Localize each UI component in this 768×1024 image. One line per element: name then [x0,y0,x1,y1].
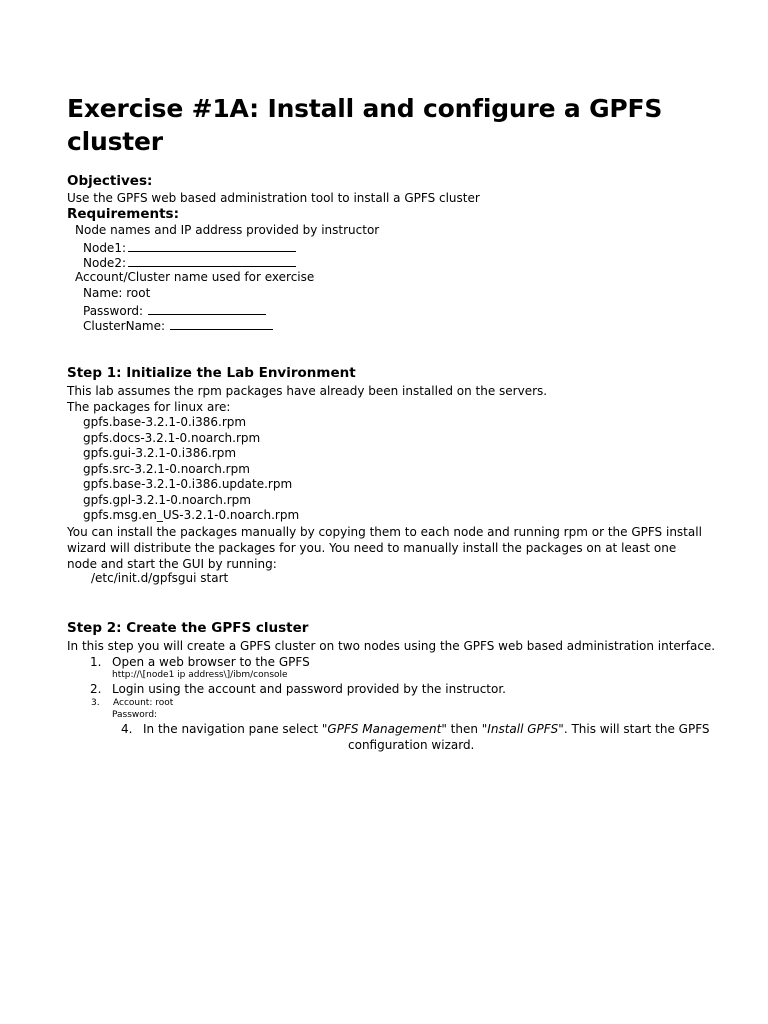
item-text: Login using the account and password provided by the instructor. [112,682,506,696]
gpfs-management-link-text: GPFS Management [327,722,442,736]
item-text: Account: root [113,698,174,708]
item-number: 3. [91,698,100,708]
objectives-heading: Objectives: [67,173,153,189]
step2-item-3 [91,698,173,709]
node2-label: Node2: [83,256,126,270]
name-field: Name: root [83,286,151,300]
clustername-blank [170,317,273,330]
package-item: gpfs.base-3.2.1-0.i386.rpm [83,415,247,429]
step2-intro: In this step you will create a GPFS cluster on two nodes using the GPFS web based administration interface. [67,639,716,653]
install-gpfs-link-text: Install GPFS [487,722,559,736]
item-number: 1. [90,655,102,669]
node-intro: Node names and IP address provided by instructor [75,223,380,237]
item-text-post: ". This will start the GPFS [558,722,710,736]
package-item: gpfs.gui-3.2.1-0.i386.rpm [83,446,237,460]
password-label: Password: [83,304,144,318]
item-number: 4. [121,722,133,736]
console-url: http://\[node1 ip address\]/ibm/console [112,670,288,680]
gui-command: /etc/init.d/gpfsgui start [91,571,229,585]
step1-intro2: The packages for linux are: [67,400,231,414]
step2-item-4 [121,722,710,737]
clustername-field [83,317,273,334]
item-number: 2. [90,682,102,696]
step1-paragraph: You can install the packages manually by copying them to each node and running rpm or the GPFS install wizard will distribute the packages for you. You need to manually install the packages on at least one node and start the GUI by running: [67,525,702,571]
node2-blank [128,254,296,267]
step2-heading: Step 2: Create the GPFS cluster [67,620,309,636]
node1-label: Node1: [83,241,126,255]
step1-heading: Step 1: Initialize the Lab Environment [67,365,356,381]
objectives-text: Use the GPFS web based administration tool to install a GPFS cluster [67,191,480,205]
item-text-pre: In the navigation pane select " [143,722,328,736]
package-item: gpfs.gpl-3.2.1-0.noarch.rpm [83,493,251,507]
item-text: Open a web browser to the GPFS [112,655,310,669]
node2-field [83,254,296,271]
item4-continuation: configuration wizard. [348,738,475,752]
package-item: gpfs.base-3.2.1-0.i386.update.rpm [83,477,293,491]
step1-intro1: This lab assumes the rpm packages have already been installed on the servers. [67,384,548,398]
step2-item-1 [90,655,310,670]
requirements-heading: Requirements: [67,206,179,222]
clustername-label: ClusterName: [83,319,166,333]
package-item: gpfs.src-3.2.1-0.noarch.rpm [83,462,250,476]
password-blank [148,302,266,315]
item3-password: Password: [112,710,158,720]
step2-item-2 [90,682,506,697]
node1-blank [128,239,296,252]
page-title: Exercise #1A: Install and configure a GPFS cluster [67,94,663,156]
account-intro: Account/Cluster name used for exercise [75,270,315,284]
package-item: gpfs.docs-3.2.1-0.noarch.rpm [83,431,261,445]
item-text-mid: " then " [441,722,488,736]
package-item: gpfs.msg.en_US-3.2.1-0.noarch.rpm [83,508,300,522]
